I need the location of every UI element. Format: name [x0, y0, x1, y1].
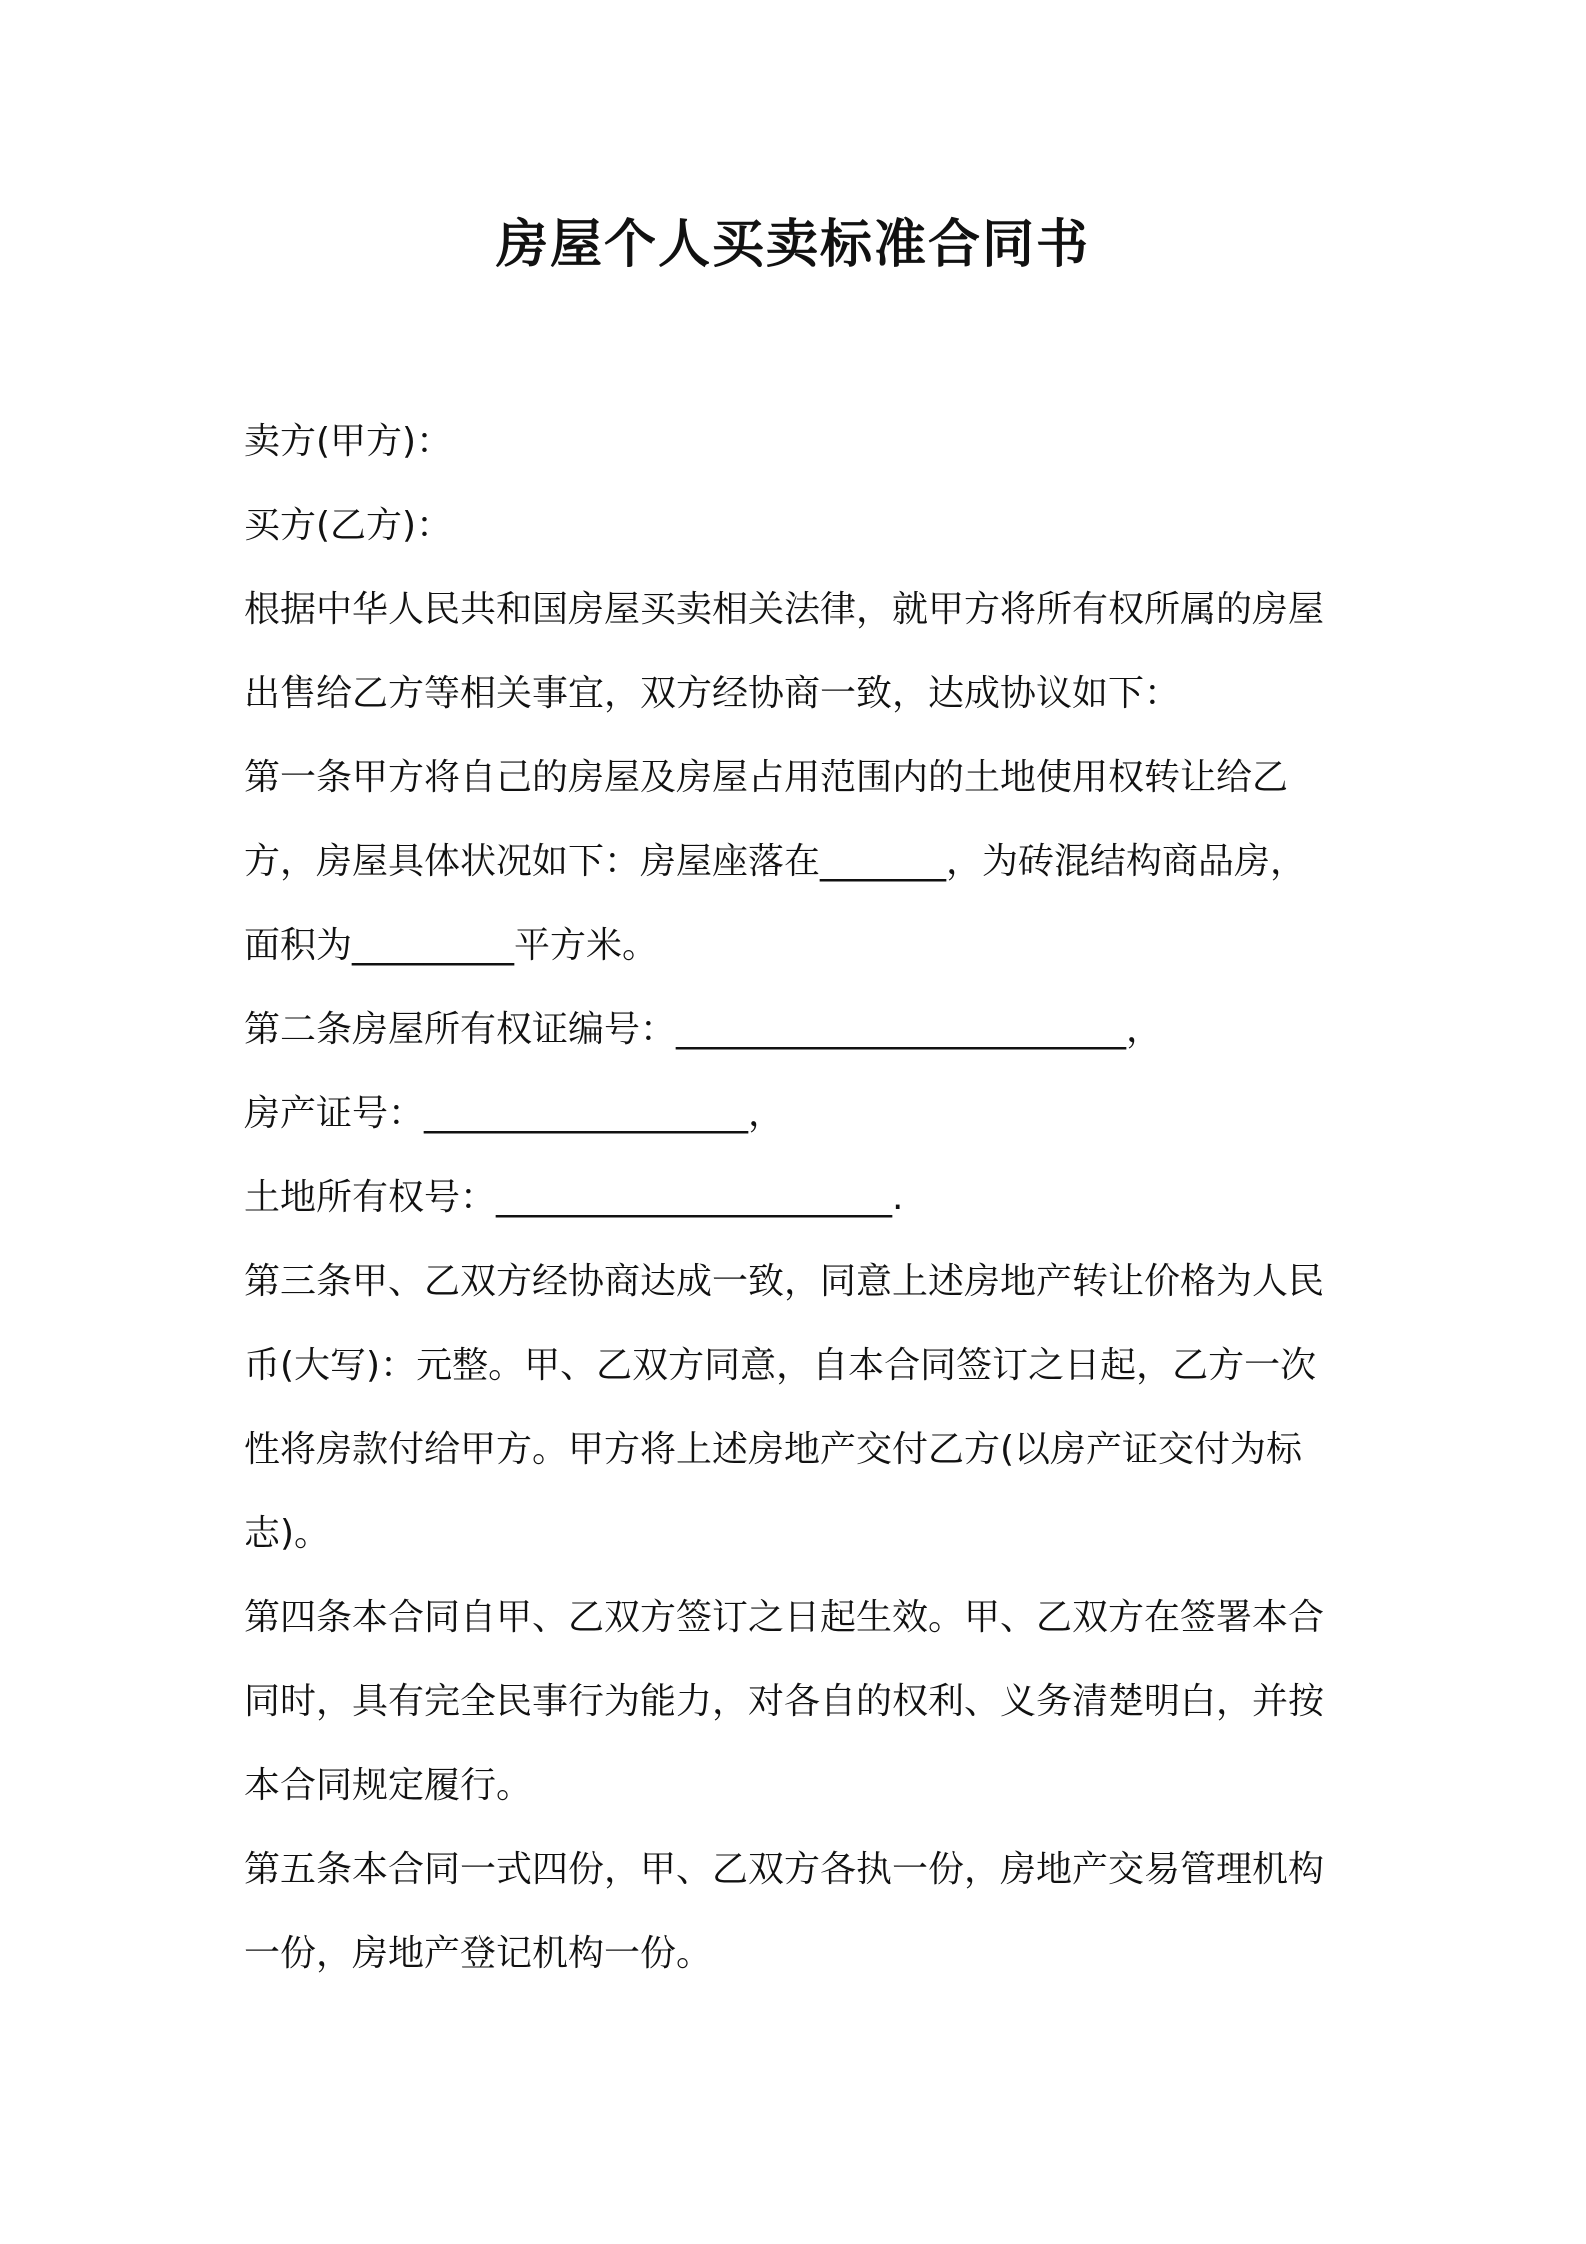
article-5-line: 一份，房地产登记机构一份。	[244, 1933, 713, 1974]
property-certificate-line: 房产证号：__________________，	[244, 1093, 785, 1134]
article-4-line: 同时，具有完全民事行为能力，对各自的权利、义务清楚明白，并按	[244, 1681, 1325, 1722]
article-3-line: 币(大写)：元整。甲、乙双方同意，自本合同签订之日起，乙方一次	[244, 1345, 1317, 1386]
document-body	[244, 400, 1369, 1996]
article-1-line: 面积为_________平方米。	[244, 925, 659, 966]
article-3-line: 性将房款付给甲方。甲方将上述房地产交付乙方(以房产证交付为标	[244, 1429, 1303, 1470]
preamble-line: 出售给乙方等相关事宜，双方经协商一致，达成协议如下：	[244, 673, 1181, 714]
land-ownership-line: 土地所有权号：______________________.	[244, 1177, 904, 1218]
article-5-line: 第五条本合同一式四份，甲、乙双方各执一份，房地产交易管理机构	[244, 1849, 1325, 1890]
article-1-line: 第一条甲方将自己的房屋及房屋占用范围内的土地使用权转让给乙	[244, 757, 1289, 798]
buyer-line: 买方(乙方)：	[244, 505, 453, 546]
article-4-line: 本合同规定履行。	[244, 1765, 533, 1806]
article-3-line: 志)。	[244, 1513, 331, 1554]
seller-line: 卖方(甲方)：	[244, 421, 453, 462]
article-1-line: 方，房屋具体状况如下：房屋座落在_______，为砖混结构商品房，	[244, 841, 1307, 882]
article-2-line: 第二条房屋所有权证编号：_________________________，	[244, 1009, 1163, 1050]
document-title: 房屋个人买卖标准合同书	[495, 215, 1090, 275]
preamble-line: 根据中华人民共和国房屋买卖相关法律，就甲方将所有权所属的房屋	[244, 589, 1325, 630]
article-4-line: 第四条本合同自甲、乙双方签订之日起生效。甲、乙双方在签署本合	[244, 1597, 1325, 1638]
article-3-line: 第三条甲、乙双方经协商达成一致，同意上述房地产转让价格为人民	[244, 1261, 1325, 1302]
